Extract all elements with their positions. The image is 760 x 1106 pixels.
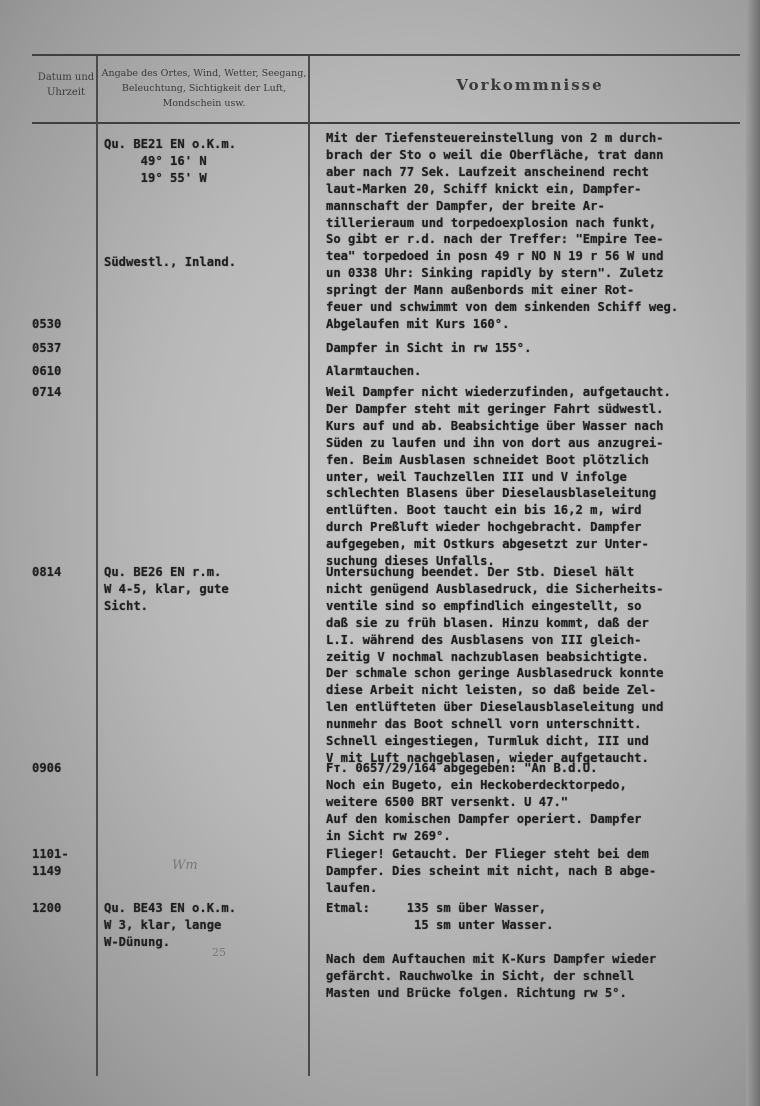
- entry-position: Qu. BE43 EN o.K.m. W 3, klar, lange W-Dünung.: [104, 901, 237, 949]
- entry-position: Qu. BE26 EN r.m. W 4-5, klar, gute Sicht.: [104, 565, 229, 613]
- entry-text: Etmal: 135 sm über Wasser, 15 sm unter Wasser. Nach dem Auftauchen mit K-Kurs Dampfer wieder gefärcht. Rauchwolke in Sicht, der schnell Masten und Brücke folgen. Richtung rw 5°.: [326, 901, 657, 1000]
- entry-text: Fт. 0657/29/164 abgegeben: "An B.d.U. Noch ein Bugeto, ein Heckoberdecktorpedo, weitere 6500 BRT versenkt. U 47." Auf den komischen Dampfer operiert. Dampfer in Sicht rw 269°.: [326, 761, 642, 843]
- column-divider-2: [308, 56, 310, 1076]
- handwritten-mark: 25: [212, 946, 226, 959]
- entry-text: Abgelaufen mit Kurs 160°.: [326, 317, 510, 331]
- entry-text: Mit der Tiefensteuereinstellung von 2 m durch- brach der Sto o weil die Oberfläche, trat dann aber nach 77 Sek. Laufzeit anscheinend recht laut-Marken 20, Schiff knickt ein, Dampfer- mannschaft der Dampfer, der breite Ar- tillerieraum und torpedoexplosion nach funkt, So gibt er r.d. nach der Treffer: "Empire Tee- tea" torpedoed in posn 49 r NO N 19 r 56 W und un 0338 Uhr: Sinking rapidly by stern". Zuletz springt der Mann außenbords mit einer Rot- feuer und schwimmt von dem sinkenden Schiff weg.: [326, 131, 679, 315]
- header-events: Vorkommnisse: [456, 76, 604, 94]
- entry-time: 0814: [32, 565, 62, 579]
- entry-time: 1101- 1149: [32, 847, 69, 878]
- entry-time: 0714: [32, 385, 62, 399]
- entry-time: 0537: [32, 341, 62, 355]
- header-date-time: Datum und Uhrzeit: [37, 72, 95, 98]
- table-top-rule: [32, 54, 740, 56]
- entry-text: Alarmtauchen.: [326, 364, 422, 378]
- entry-time: 0530: [32, 317, 62, 331]
- handwritten-initials: Wm: [172, 858, 198, 873]
- entry-time: 0906: [32, 761, 62, 775]
- entry-time: 1200: [32, 901, 62, 915]
- entry-time: 0610: [32, 364, 62, 378]
- entry-text: Dampfer in Sicht in rw 155°.: [326, 341, 532, 355]
- entry-position: Qu. BE21 EN o.K.m. 49° 16' N 19° 55' W Südwestl., Inland.: [104, 137, 237, 270]
- entry-text: Untersuchung beendet. Der Stb. Diesel hält nicht genügend Ausblasedruck, die Sicherheits- ventile sind so empfindlich eingestellt, so daß sie zu früh blasen. Hinzu kommt, daß der L.I. während des Ausblasens von III gleich- zeitig V nochmal nachzublasen beabsichtigte. Der schmale schon geringe Ausblasedruck konnte diese Arbeit nicht leisten, so daß beide Zel- len entlüfteten über Dieselausblaseleitung und nunmehr das Boot schnell vorn unterschnitt. Schnell eingestiegen, Turmluk dicht, III und V mit Luft nachgeblasen, wieder aufgetaucht.: [326, 565, 664, 765]
- entry-text: Weil Dampfer nicht wiederzufinden, aufgetaucht. Der Dampfer steht mit geringer Fahrt südwestl. Kurs auf und ab. Beabsichtige über Wasser nach Süden zu laufen und ihn von dort aus anzugrei- fen. Beim Ausblasen schneidet Boot plötzlich unter, weil Tauchzellen III und V infolge schlechten Blasens über Dieselausblaseleitung entlüften. Boot taucht ein bis 16,2 m, wird durch Preßluft wieder hochgebracht. Dampfer aufgegeben, mit Ostkurs abgesetzt zur Unter- suchung dieses Unfalls.: [326, 385, 671, 569]
- table-header-rule: [32, 122, 740, 124]
- header-location-weather: Angabe des Ortes, Wind, Wetter, Seegang, Beleuchtung, Sichtigkeit der Luft, Mondschein usw.: [101, 68, 307, 109]
- entry-text: Flieger! Getaucht. Der Flieger steht bei dem Dampfer. Dies scheint mit nicht, nach B abge- laufen.: [326, 847, 657, 895]
